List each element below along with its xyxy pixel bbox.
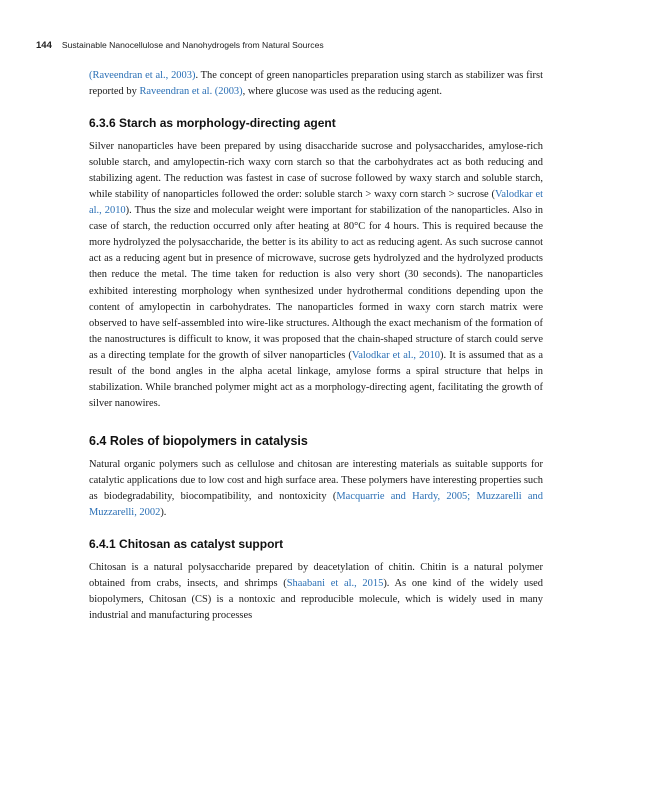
paragraph-6-3-6: Silver nanoparticles have been prepared by using disaccharide sucrose and polysaccharides, amylose-rich soluble starch, and amylopectin-rich waxy corn starch so that the carbohydrates act as both reducing and stabilizing agent. The reduction was fastest in case of sucrose followed by waxy starch and soluble starch, while stability of nanoparticles followed the order: soluble starch > waxy corn starch > sucrose (Valodkar et al., 2010). Thus the size and molecular weight were important for stabilization of the nanoparticles. Also in case of starch, the reduction occurred only after heating at 80°C for 4 hours. This is required because the more hydrolyzed the polysaccharide, the better is its ability to act as reducing agent. As such sucrose cannot act as a reducing agent but in presence of microwave, sucrose gets hydrolyzed and the hydrolyzed products then reduce the metal. The time taken for reduction is also very short (30 seconds). The nanoparticles exhibited interesting morphology when synthesized under hydrothermal conditions depending upon the content of amylopectin in carbohydrates. The nanoparticles formed in waxy corn starch matrix were observed to have self-assembled into wire-like structures. Although the exact mechanism of the formation of the nanostructures is difficult to know, it was proposed that the chain-shaped structure of starch could serve as a directing template for the growth of silver nanoparticles (Valodkar et al., 2010). It is assumed that as a result of the bond angles in the alpha acetal linkage, amylose forms a spiral structure that helps in stabilization. While branched polymer might act as a morphology-directing agent, facilitating the growth of silver nanowires. [89,141,543,409]
paragraph-6-4-1: Chitosan is a natural polysaccharide prepared by deacetylation of chitin. Chitin is a natural polymer obtained from crabs, insects, and shrimps (Shaabani et al., 2015). As one kind of the widely used biopolymers, Chitosan (CS) is a nontoxic and reproducible molecule, which is widely used in many industrial and manufacturing processes [89,562,544,622]
section-heading-6-3-6: 6.3.6 Starch as morphology-directing agent [89,116,336,131]
book-title: Sustainable Nanocellulose and Nanohydrogels from Natural Sources [61,40,324,50]
citation-link[interactable]: Shaabani et al., 2015 [286,578,384,590]
citation-link[interactable]: (Raveendran et al., 2003) [89,70,196,81]
intro-paragraph: (Raveendran et al., 2003). The concept of green nanoparticles preparation using starch as stabilizer was first reported by Raveendran et al. (2003), where glucose was used as the reducing agent. [89,70,543,98]
paragraph-6-4: Natural organic polymers such as cellulose and chitosan are interesting materials as suitable supports for catalytic applications due to low cost and high surface area. These polymers have interesting properties such as biodegradability, biocompatibility, and nontoxicity (Macquarrie and Hardy, 2005; Muzzarelli and Muzzarelli, 2002). [89,458,543,519]
section-heading-6-4: 6.4 Roles of biopolymers in catalysis [89,433,308,448]
body-text [89,68,543,624]
section-heading-6-4-1: 6.4.1 Chitosan as catalyst support [89,537,284,552]
citation-link[interactable]: Raveendran et al. (2003) [139,86,243,98]
page-number: 144 [36,40,52,51]
citation-link[interactable]: Valodkar et al., 2010 [351,349,441,361]
citation-link[interactable]: Macquarrie and Hardy, 2005; Muzzarelli and Muzzarelli, 2002 [89,490,543,519]
running-head [36,40,596,51]
citation-link[interactable]: Valodkar et al., 2010 [89,189,543,217]
